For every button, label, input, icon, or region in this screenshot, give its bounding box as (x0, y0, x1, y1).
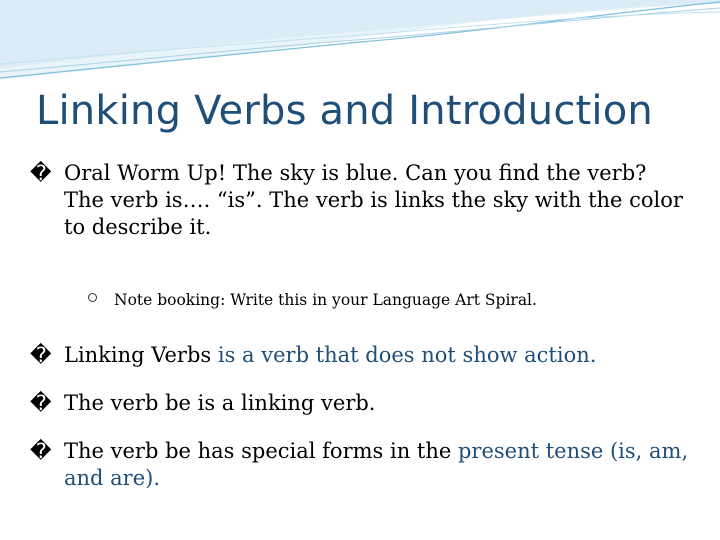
bullet-text: The verb be is a linking verb. (64, 391, 376, 415)
bullet-text: Oral Worm Up! The sky is blue. Can you find the verb? The verb is…. “is”. The verb is links the sky with the color to describe it. (64, 161, 683, 239)
bullet-special-forms (30, 438, 690, 492)
bullet-marker-icon: � (30, 161, 52, 185)
bullet-oral-worm-up (30, 160, 690, 241)
bullet-highlight-continued: am, and are). (64, 439, 689, 490)
bullet-term: Linking Verbs (64, 343, 212, 367)
bullet-marker-icon: � (30, 439, 52, 463)
sub-bullet-text: Note booking: Write this in your Language Art Spiral. (114, 291, 537, 309)
bullet-marker-icon: � (30, 391, 52, 415)
bullet-list (30, 160, 690, 513)
bullet-text: The verb be has special forms in the (64, 439, 458, 463)
bullet-text: is a verb that does not show action. (211, 343, 597, 367)
sub-bullet-note-booking (30, 289, 690, 311)
slide-title: Linking Verbs and Introduction (36, 88, 653, 134)
bullet-marker-icon: � (30, 343, 52, 367)
bullet-highlight: present tense (is, (457, 439, 643, 463)
spacer (30, 311, 690, 342)
header-wave-decoration (0, 0, 720, 90)
hollow-circle-bullet-icon (88, 293, 97, 302)
bullet-linking-verbs-definition (30, 342, 690, 369)
bullet-verb-be (30, 390, 690, 417)
